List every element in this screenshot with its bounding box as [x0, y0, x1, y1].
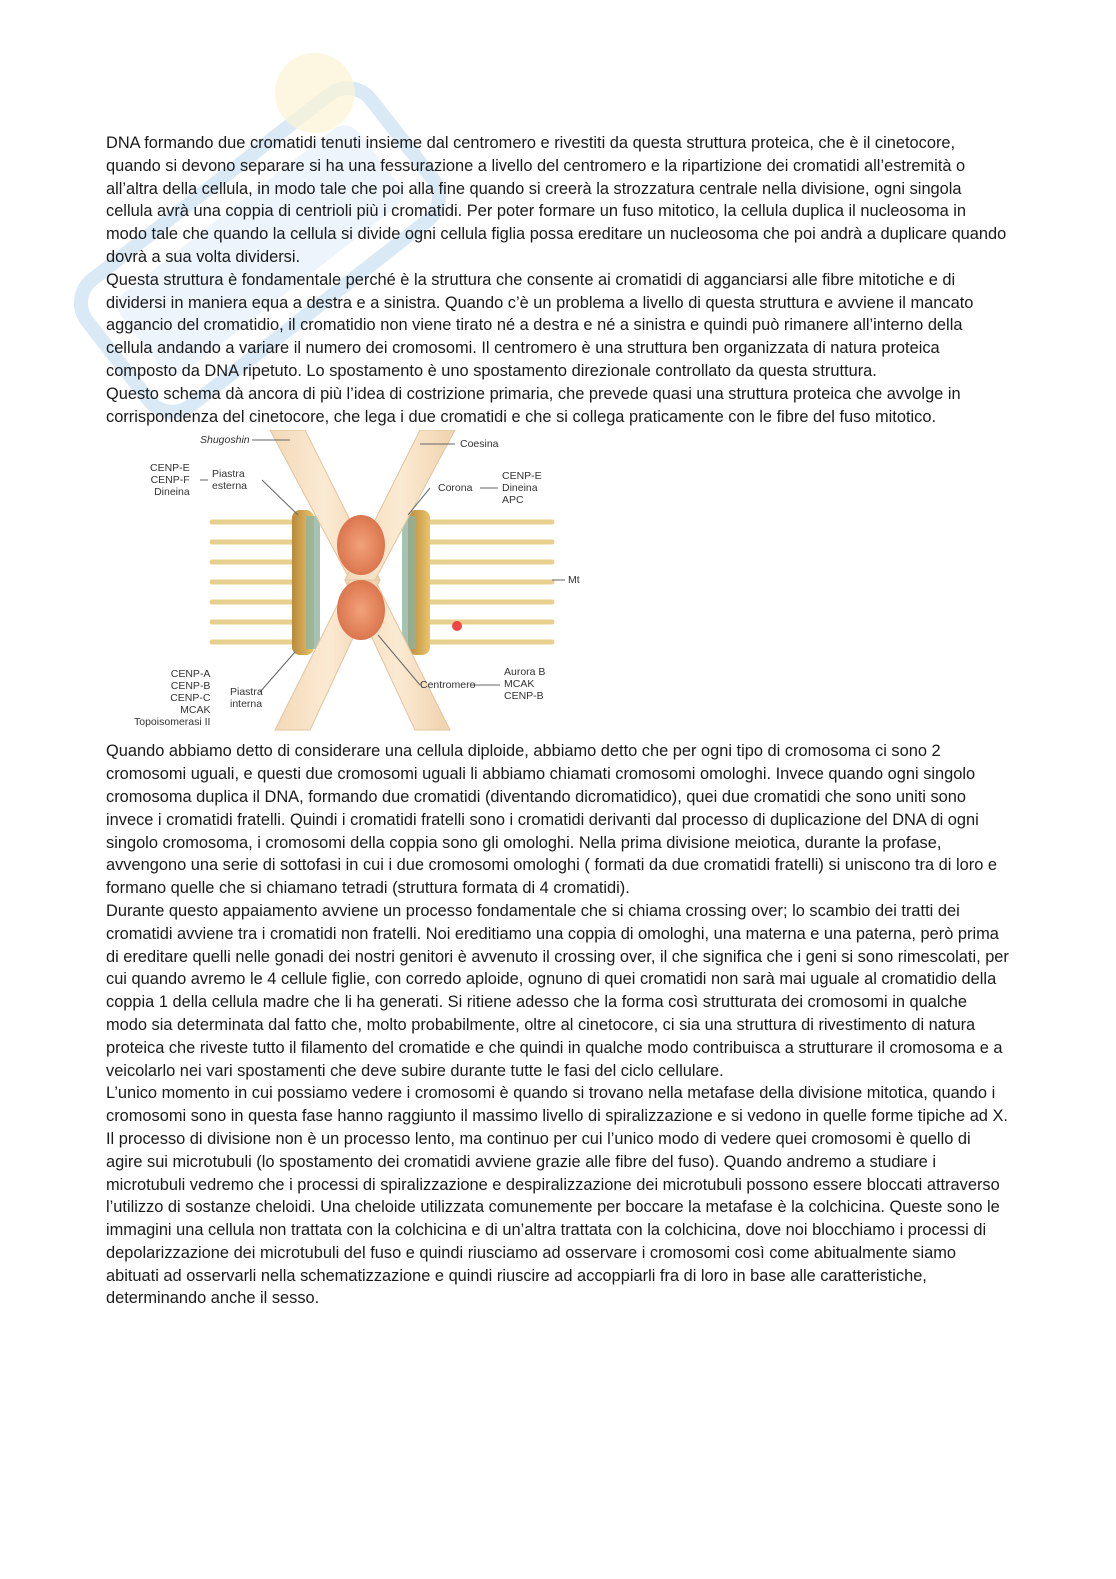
paragraph: DNA formando due cromatidi tenuti insieme dal centromero e rivestiti da questa struttura proteica, che è il cinetocore, quando si devono separare si ha una fessurazione a livello del centromero e la ripartizione dei cromatidi all’estremità o all’altra della cellula, in modo tale che poi alla fine quando si creerà la strozzatura centrale nella divisione, ogni singola cellula avrà una coppia di centrioli più i cromatidi. Per poter formare un fuso mitotico, la cellula duplica il nucleosoma in modo tale che quando la cellula si divide ogni cellula figlia possa ereditare un nucleosoma che poi andrà a duplicare quando dovrà a sua volta dividersi.	[106, 134, 1007, 266]
paragraph: L’unico momento in cui possiamo vedere i cromosomi è quando si trovano nella metafase della divisione mitotica, quando i cromosomi sono in questa fase hanno raggiunto il massimo livello di spiralizzazione e si vedono in quelle forme tipiche ad X. Il processo di divisione non è un processo lento, ma continuo per cui l’unico modo di vedere quei cromosomi è quello di agire sui microtubuli (lo spostamento dei cromatidi avviene grazie alle fibre del fuso). Quando andremo a studiare i microtubuli vedremo che i processi di spiralizzazione e despiralizzazione dei microtubuli possono essere bloccati attraverso l’utilizzo di sostanze cheloidi. Una cheloide utilizzata comunemente per boccare la metafase è la colchicina. Queste sono le immagini una cellula non trattata con la colchicina e di un’altra trattata con la colchicina, dove noi blocchiamo i processi di depolarizzazione dei microtubuli del fuso e quindi riusciamo ad osservare i cromosomi così come abitualmente siamo abituati ad osservarli nella schematizzazione e quindi riuscire ad accoppiarli fra di loro in base alle caratteristiche, determinando anche il sesso.	[106, 1084, 1008, 1308]
label-centromere-proteins: Aurora B MCAK CENP-B	[504, 666, 546, 703]
label-centromero: Centromero	[420, 679, 476, 692]
paragraph: Durante questo appaiamento avviene un processo fondamentale che si chiama crossing over; lo scambio dei tratti dei cromatidi avviene tra i cromatidi non fratelli. Noi ereditiamo una coppia di omologhi, una materna e una paterna, però prima di ereditare quelli nelle gonadi dei nostri genitori è avvenuto il crossing over, il che significa che i geni si sono rimescolati, per cui quando avremo le 4 cellule figlie, con corredo aploide, ognuno di quei cromatidi non sarà mai uguale al cromatidio della coppia 1 della cellula madre che li ha generati. Si ritiene adesso che la forma così strutturata dei cromosomi in qualche modo sia determinata dal fatto che, molto probabilmente, oltre al cinetocore, ci sia una struttura di rivestimento di natura proteica che riveste tutto il filamento del cromatide e che quindi in qualche modo contribuisca a strutturare il cromosoma e a veicolarlo nei vari spostamenti che deve subire durante tutte le fasi del ciclo cellulare.	[106, 901, 1009, 1080]
microtubules-right	[430, 522, 552, 642]
label-coesina: Coesina	[460, 438, 499, 451]
label-corona: Corona	[438, 482, 473, 495]
microtubules-left	[212, 522, 295, 642]
label-outer-proteins: CENP-E CENP-F Dineina	[150, 462, 190, 499]
label-corona-proteins: CENP-E Dineina APC	[502, 470, 542, 507]
label-piastra-esterna: Piastra esterna	[212, 468, 248, 493]
label-inner-proteins: CENP-A CENP-B CENP-C MCAK Topoisomerasi II	[134, 668, 211, 729]
kinetochore-diagram	[120, 430, 590, 740]
paragraph: Quando abbiamo detto di considerare una cellula diploide, abbiamo detto che per ogni tipo di cromosoma ci sono 2 cromosomi uguali, e questi due cromosomi uguali li abbiamo chiamati cromosomi omologhi. Invece quando ogni singolo cromosoma duplica il DNA, formando due cromatidi (diventando dicromatidico), quei due cromatidi che sono uniti sono invece i cromatidi fratelli. Quindi i cromatidi fratelli sono i cromatidi derivanti dal processo di duplicazione del DNA di ogni singolo cromosoma, i cromosomi della coppia sono gli omologhi. Nella prima divisione meiotica, durante la profase, avvengono una serie di sottofasi in cui i due cromosomi omologhi ( formati da due cromatidi fratelli) si uniscono tra di loro e formano quelle che si chiamano tetradi (struttura formata di 4 cromatidi).	[106, 742, 997, 898]
document-page	[106, 132, 1011, 1310]
label-shugoshin: Shugoshin	[200, 434, 250, 447]
label-mt: Mt	[568, 574, 580, 587]
centromere-upper	[337, 515, 385, 575]
paragraph: Questo schema dà ancora di più l’idea di costrizione primaria, che prevede quasi una struttura proteica che avvolge in corrispondenza del cinetocore, che lega i due cromatidi e che si collega praticamente con le fibre del fuso mitotico.	[106, 384, 961, 426]
paragraph: Questa struttura è fondamentale perché è la struttura che consente ai cromatidi di agganciarsi alle fibre mitotiche e di dividersi in maniera equa a destra e a sinistra. Quando c’è un problema a livello di questa struttura e avviene il mancato aggancio del cromatidio, il cromatidio non viene tirato né a destra e né a sinistra e quindi può rimanere all’interno della cellula andando a variare il numero dei cromosomi. Il centromero è una struttura ben organizzata di natura proteica composto da DNA ripetuto. Lo spostamento è uno spostamento direzionale controllato da questa struttura.	[106, 270, 974, 380]
label-piastra-interna: Piastra interna	[230, 686, 263, 711]
centromere-lower	[337, 580, 385, 640]
